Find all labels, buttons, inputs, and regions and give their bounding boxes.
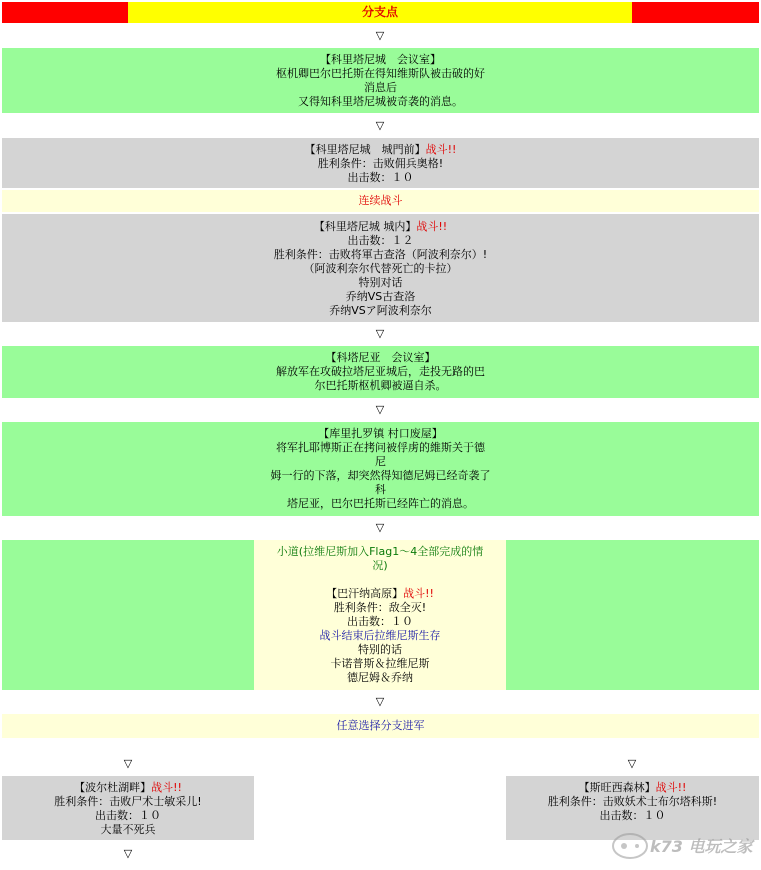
- flow-arrow: ▽: [375, 521, 385, 534]
- event-text: 尼: [375, 455, 386, 468]
- win-condition: 胜利条件：击败妖术士布尔塔科斯!: [547, 795, 718, 808]
- sortie-count: 出击数：１０: [347, 615, 413, 628]
- event-title: 【库里扎罗镇 村口废屋】: [318, 427, 443, 440]
- battle-lake-shore: [2, 776, 254, 840]
- event-text: 消息后: [364, 81, 397, 94]
- battle-after-note: 战斗结束后拉维尼斯生存: [319, 629, 441, 642]
- choose-branch-label: 任意选择分支进军: [2, 714, 759, 738]
- flow-arrow-right: ▽: [627, 757, 637, 770]
- event-text: 科: [375, 483, 386, 496]
- battle-tag: 战斗!!: [425, 143, 457, 156]
- route-condition: 况): [372, 559, 388, 572]
- flow-arrow: ▽: [375, 403, 385, 416]
- sortie-count: 出击数：１０: [599, 809, 666, 822]
- special-talk-label: 特别的话: [358, 643, 402, 656]
- watermark-logo: k73 电玩之家: [610, 826, 760, 862]
- battle-tag: 战斗!!: [655, 781, 687, 794]
- event-text: 尔巴托斯枢机卿被逼自杀。: [314, 379, 447, 392]
- battle-castle-inner: [2, 214, 759, 322]
- flow-arrow: ▽: [375, 119, 385, 132]
- flow-arrow: ▽: [375, 29, 385, 42]
- sortie-count: 出击数：１０: [95, 809, 161, 822]
- chain-battle-label: 连续战斗: [2, 190, 759, 212]
- battle-note: 大量不死兵: [100, 823, 156, 836]
- battle-location: 【波尔杜湖畔】: [74, 781, 152, 794]
- battle-castle-gate: [2, 138, 759, 188]
- battle-location: 【科里塔尼城 城門前】: [304, 143, 426, 156]
- battle-location: 【巴汗纳高原】: [326, 587, 404, 600]
- win-condition: 胜利条件：击败佣兵奥格!: [317, 157, 444, 170]
- event-text: 又得知科里塔尼城被奇袭的消息。: [298, 95, 463, 108]
- special-talk-entry: 卡诺普斯＆拉维尼斯: [330, 657, 430, 670]
- flow-arrow-left: ▽: [123, 757, 133, 770]
- battle-tag: 战斗!!: [403, 587, 434, 600]
- battle-bahanna-highland: [254, 540, 506, 690]
- event-council-coritania: [2, 346, 759, 398]
- special-talk-entry: 乔纳VS古查洛: [345, 290, 416, 303]
- route-condition: 小道(拉维尼斯加入Flag1～4全部完成的情: [276, 545, 484, 558]
- win-condition: 胜利条件：击败将軍古查洛（阿波利奈尔）!: [273, 248, 488, 261]
- event-village-house: [2, 422, 759, 516]
- flow-arrow-left: ▽: [123, 847, 133, 860]
- special-talk-label: 特别对话: [358, 276, 403, 289]
- battle-location: 【科里塔尼城 城内】: [313, 220, 417, 233]
- event-text: 塔尼亚，巴尔巴托斯已经阵亡的消息。: [287, 497, 474, 510]
- sortie-count: 出击数：１０: [347, 171, 414, 184]
- battle-location: 【斯旺西森林】: [578, 781, 656, 794]
- event-title: 【科塔尼亚 会议室】: [325, 351, 436, 364]
- win-condition: 胜利条件：击败尸术士敏采儿!: [54, 795, 202, 808]
- flow-arrow: ▽: [375, 695, 385, 708]
- sortie-count: 出击数：１２: [347, 234, 414, 247]
- side-fill-left: [2, 540, 254, 690]
- side-fill-right: [506, 540, 759, 690]
- header-title: 分支点: [128, 2, 632, 23]
- header-left-bar: [2, 2, 128, 23]
- event-text: 解放军在攻破拉塔尼亚城后，走投无路的巴: [276, 365, 485, 378]
- battle-note: （阿波利奈尔代替死亡的卡拉）: [303, 262, 458, 275]
- battle-tag: 战斗!!: [151, 781, 182, 794]
- event-title: 【科里塔尼城 会议室】: [320, 53, 441, 66]
- event-text: 将军扎耶博斯正在拷问被俘虏的維斯关于德: [276, 441, 485, 454]
- special-talk-entry: 乔纳VSア阿波利奈尔: [329, 304, 432, 317]
- header-right-bar: [632, 2, 759, 23]
- event-council-corinthia: [2, 48, 759, 113]
- battle-tag: 战斗!!: [416, 220, 448, 233]
- event-text: 枢机卿巴尔巴托斯在得知维斯队被击破的好: [276, 67, 485, 80]
- special-talk-entry: 德尼姆＆乔纳: [347, 671, 413, 684]
- event-text: 姆一行的下落，却突然得知德尼姆已经奇袭了: [270, 469, 491, 482]
- flow-arrow: ▽: [375, 327, 385, 340]
- win-condition: 胜利条件：敌全灭!: [333, 601, 427, 614]
